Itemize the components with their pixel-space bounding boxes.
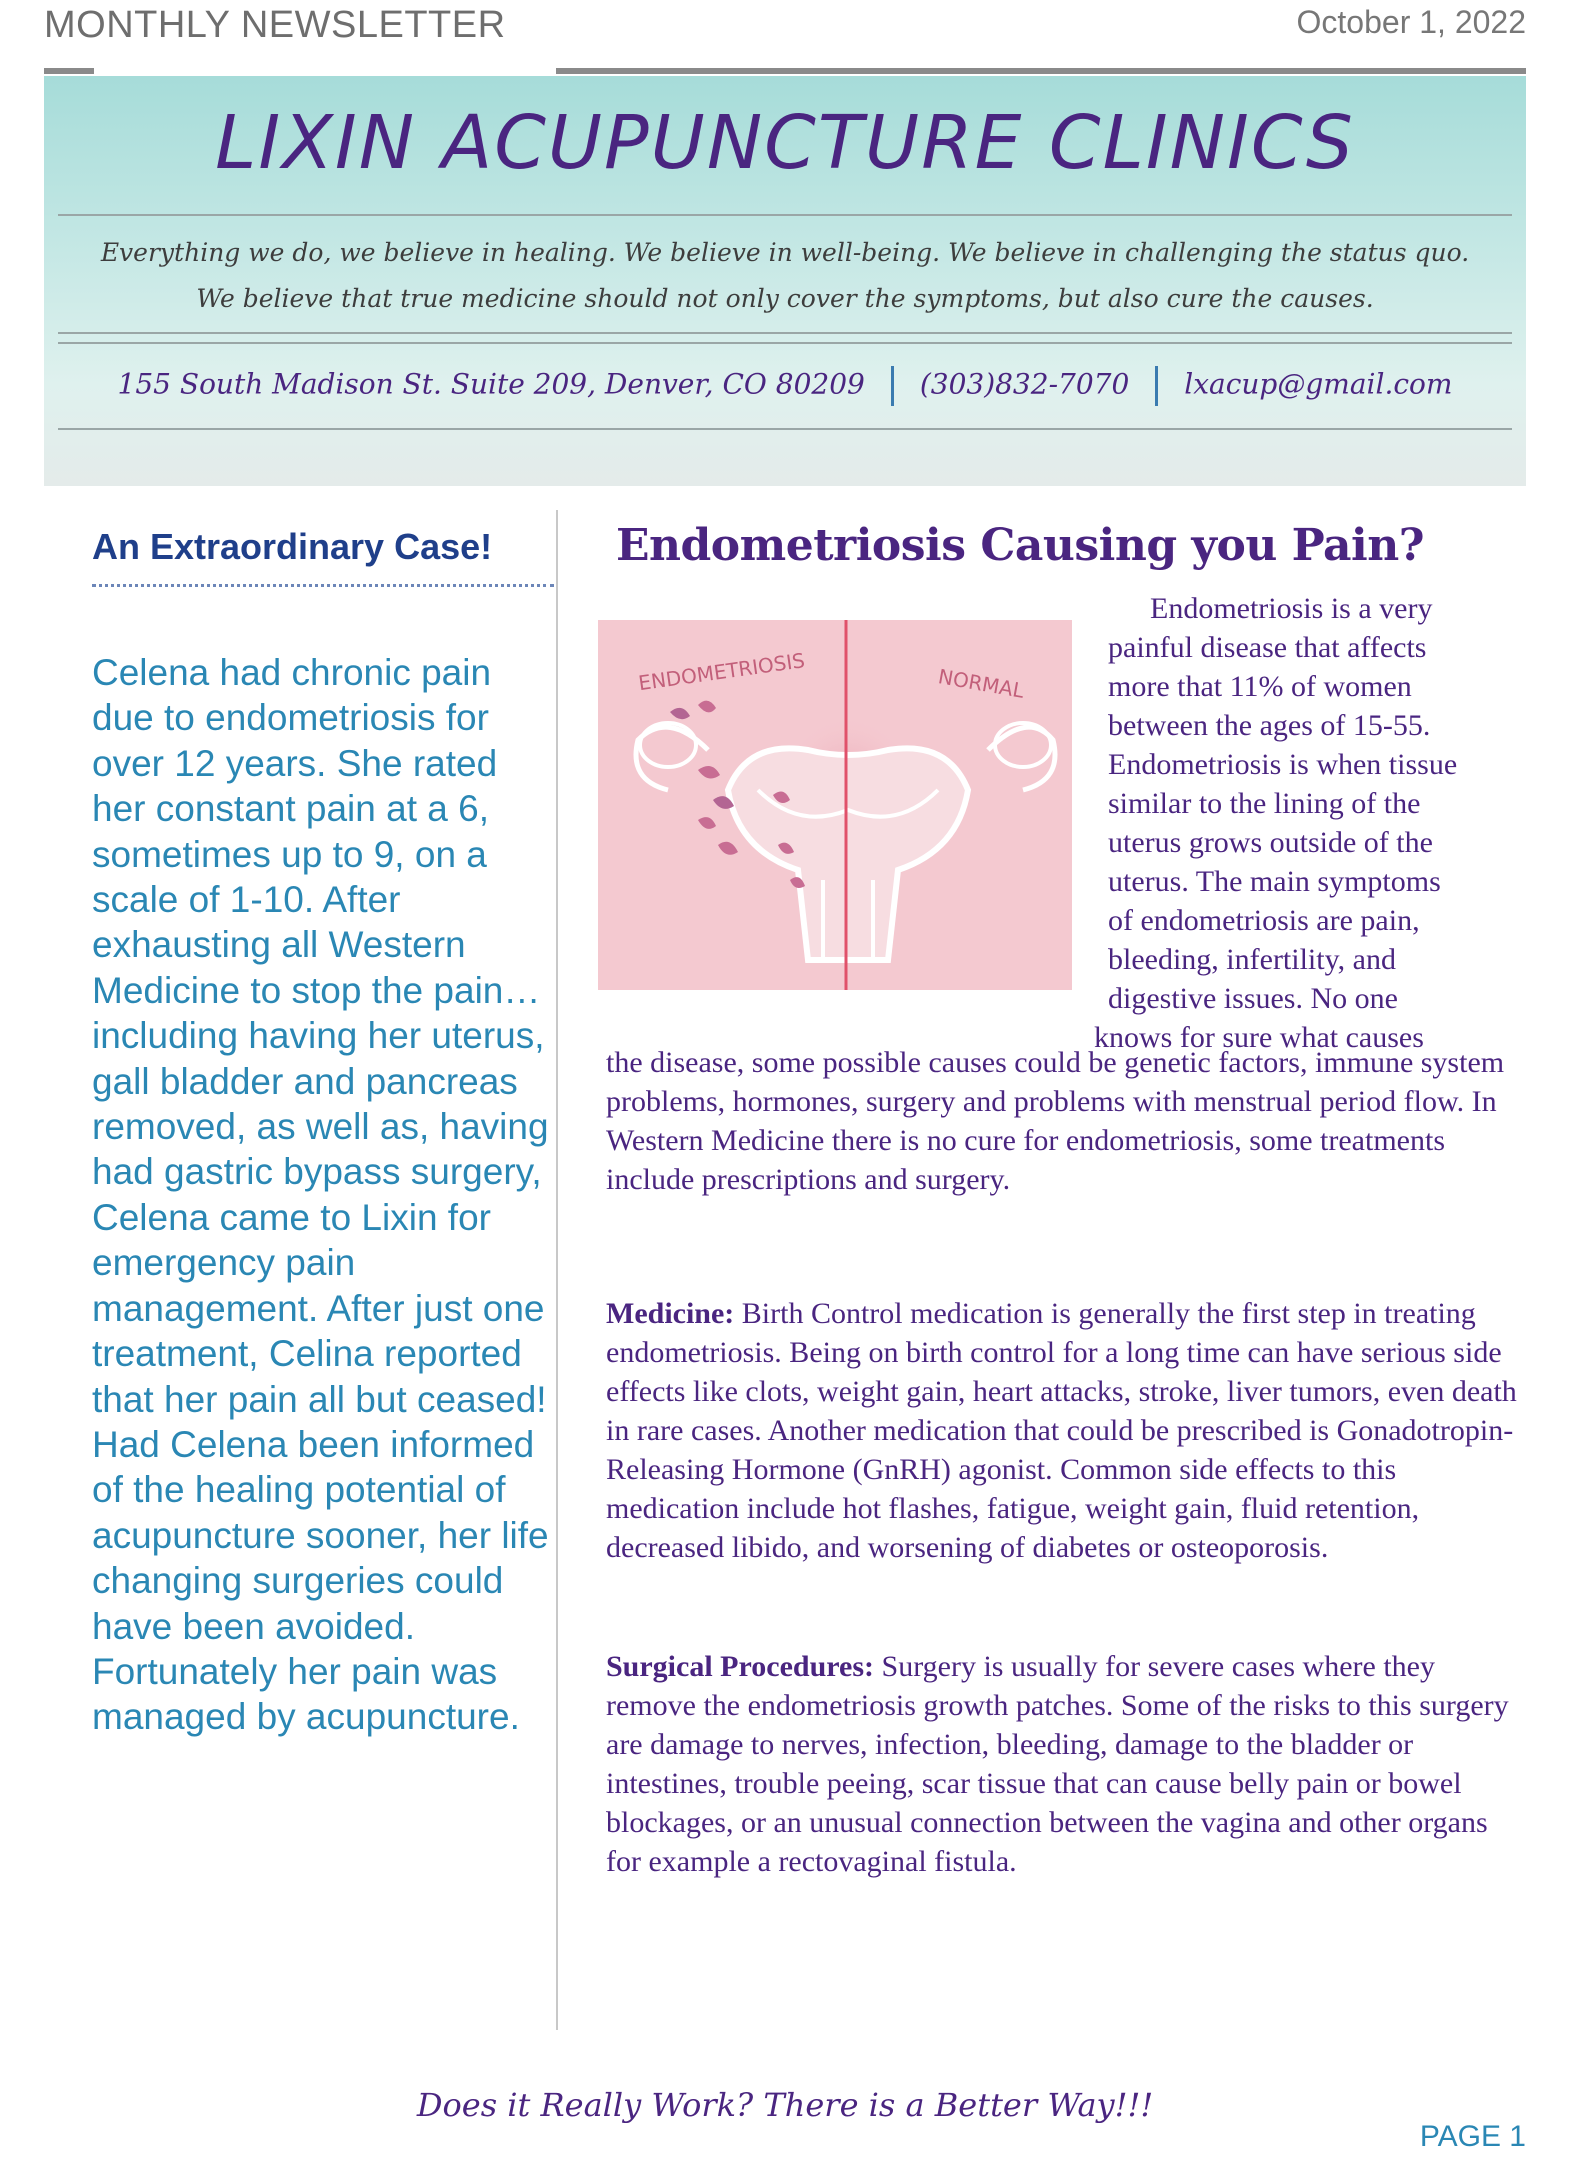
surgical-label: Surgical Procedures: [606, 1650, 875, 1683]
footer-slogan: Does it Really Work? There is a Better Way!!! [416, 2086, 1154, 2124]
intro-line: uterus grows outside of the [1108, 826, 1433, 859]
masthead-banner [44, 76, 1526, 486]
clinic-address: 155 South Madison St. Suite 209, Denver, CO 80209 [117, 367, 865, 401]
endometriosis-illustration [598, 620, 1072, 990]
article-title: Endometriosis Causing you Pain? [616, 520, 1425, 571]
intro-line: similar to the lining of the [1108, 787, 1421, 820]
intro-line: knows for sure what causes [1094, 1021, 1424, 1054]
contact-separator [1155, 366, 1158, 406]
contact-row [44, 366, 1526, 406]
clinic-email[interactable]: lxacup@gmail.com [1184, 367, 1453, 401]
page-number: PAGE 1 [1419, 2120, 1526, 2153]
masthead-divider [58, 214, 1512, 216]
diagram-label-endometriosis: ENDOMETRIOSIS [636, 648, 807, 696]
uterus-diagram-icon [598, 620, 1072, 990]
clinic-phone[interactable]: (303)832-7070 [919, 367, 1130, 401]
surgical-section [606, 1647, 1530, 1881]
article-intro-wrapped [1094, 589, 1528, 1057]
contact-separator [891, 366, 894, 406]
sidebar-case-story: Celena had chronic pain due to endometriosis for over 12 years. She rated her constant pain at a 6, sometimes up to 9, on a scale of 1-10. After exhausting all Western Medicine to stop the pain…including having her uterus, gall bladder and pancreas removed, as well as, having had gastric bypass surgery, Celena came to Lixin for emergency pain management. After just one treatment, Celina reported that her pain all but ceased! Had Celena been informed of the healing potential of acupuncture sooner, her life changing surgeries could have been avoided. Fortunately her pain was managed by acupuncture. [92, 652, 549, 1738]
intro-line: between the ages of 15-55. [1108, 709, 1431, 742]
intro-line: Endometriosis is when tissue [1108, 748, 1458, 781]
header-rule-left [44, 68, 94, 74]
medicine-text: Birth Control medication is generally the first step in treating endometriosis. Being on birth control for a long time can have serious side effects like clots, weight gain, heart attacks, stroke, liver tumors, even death in rare cases. Another medication that could be prescribed is Gonadotropin-Releasing Hormone (GnRH) agonist. Common side effects to this medication include hot flashes, fatigue, weight gain, fluid retention, decreased libido, and worsening of diabetes or osteoporosis. [606, 1297, 1517, 1564]
masthead-divider [58, 332, 1512, 334]
masthead-divider [58, 428, 1512, 430]
intro-line: uterus. The main symptoms [1108, 865, 1441, 898]
intro-line: of endometriosis are pain, [1108, 904, 1420, 937]
intro-line: Endometriosis is a very [1150, 592, 1433, 625]
diagram-label-normal: NORMAL [936, 664, 1026, 703]
intro-line: digestive issues. No one [1108, 982, 1398, 1015]
header-rule-right [556, 68, 1526, 74]
clinic-name: LIXIN ACUPUNCTURE CLINICS [215, 100, 1355, 186]
newsletter-kicker: MONTHLY NEWSLETTER [44, 4, 506, 46]
issue-date: October 1, 2022 [1296, 4, 1526, 40]
sidebar-heading: An Extraordinary Case! [92, 526, 493, 567]
surgical-text: Surgery is usually for severe cases where they remove the endometriosis growth patches. Some of the risks to this surgery are damage to nerves, infection, bleeding, damage to the bladder or intestines, trouble peeing, scar tissue that can cause belly pain or bowel blockages, or an unusual connection between the vagina and other organs for example a rectovaginal fistula. [606, 1650, 1509, 1878]
sidebar-dotted-rule [92, 584, 554, 587]
article-intro-continued: the disease, some possible causes could be genetic factors, immune system problems, hormones, surgery and problems with menstrual period flow. In Western Medicine there is no cure for endometriosis, some treatments include prescriptions and surgery. [606, 1046, 1505, 1196]
intro-line: bleeding, infertility, and [1108, 943, 1396, 976]
tagline-line-2: We believe that true medicine should not only cover the symptoms, but also cure the causes. [196, 284, 1374, 313]
tagline-line-1: Everything we do, we believe in healing. We believe in well-being. We believe in challenging the status quo. [100, 238, 1470, 267]
medicine-label: Medicine: [606, 1297, 735, 1330]
intro-line: painful disease that affects [1108, 631, 1427, 664]
intro-line: more that 11% of women [1108, 670, 1412, 703]
masthead-divider [58, 342, 1512, 344]
medicine-section [606, 1294, 1530, 1567]
